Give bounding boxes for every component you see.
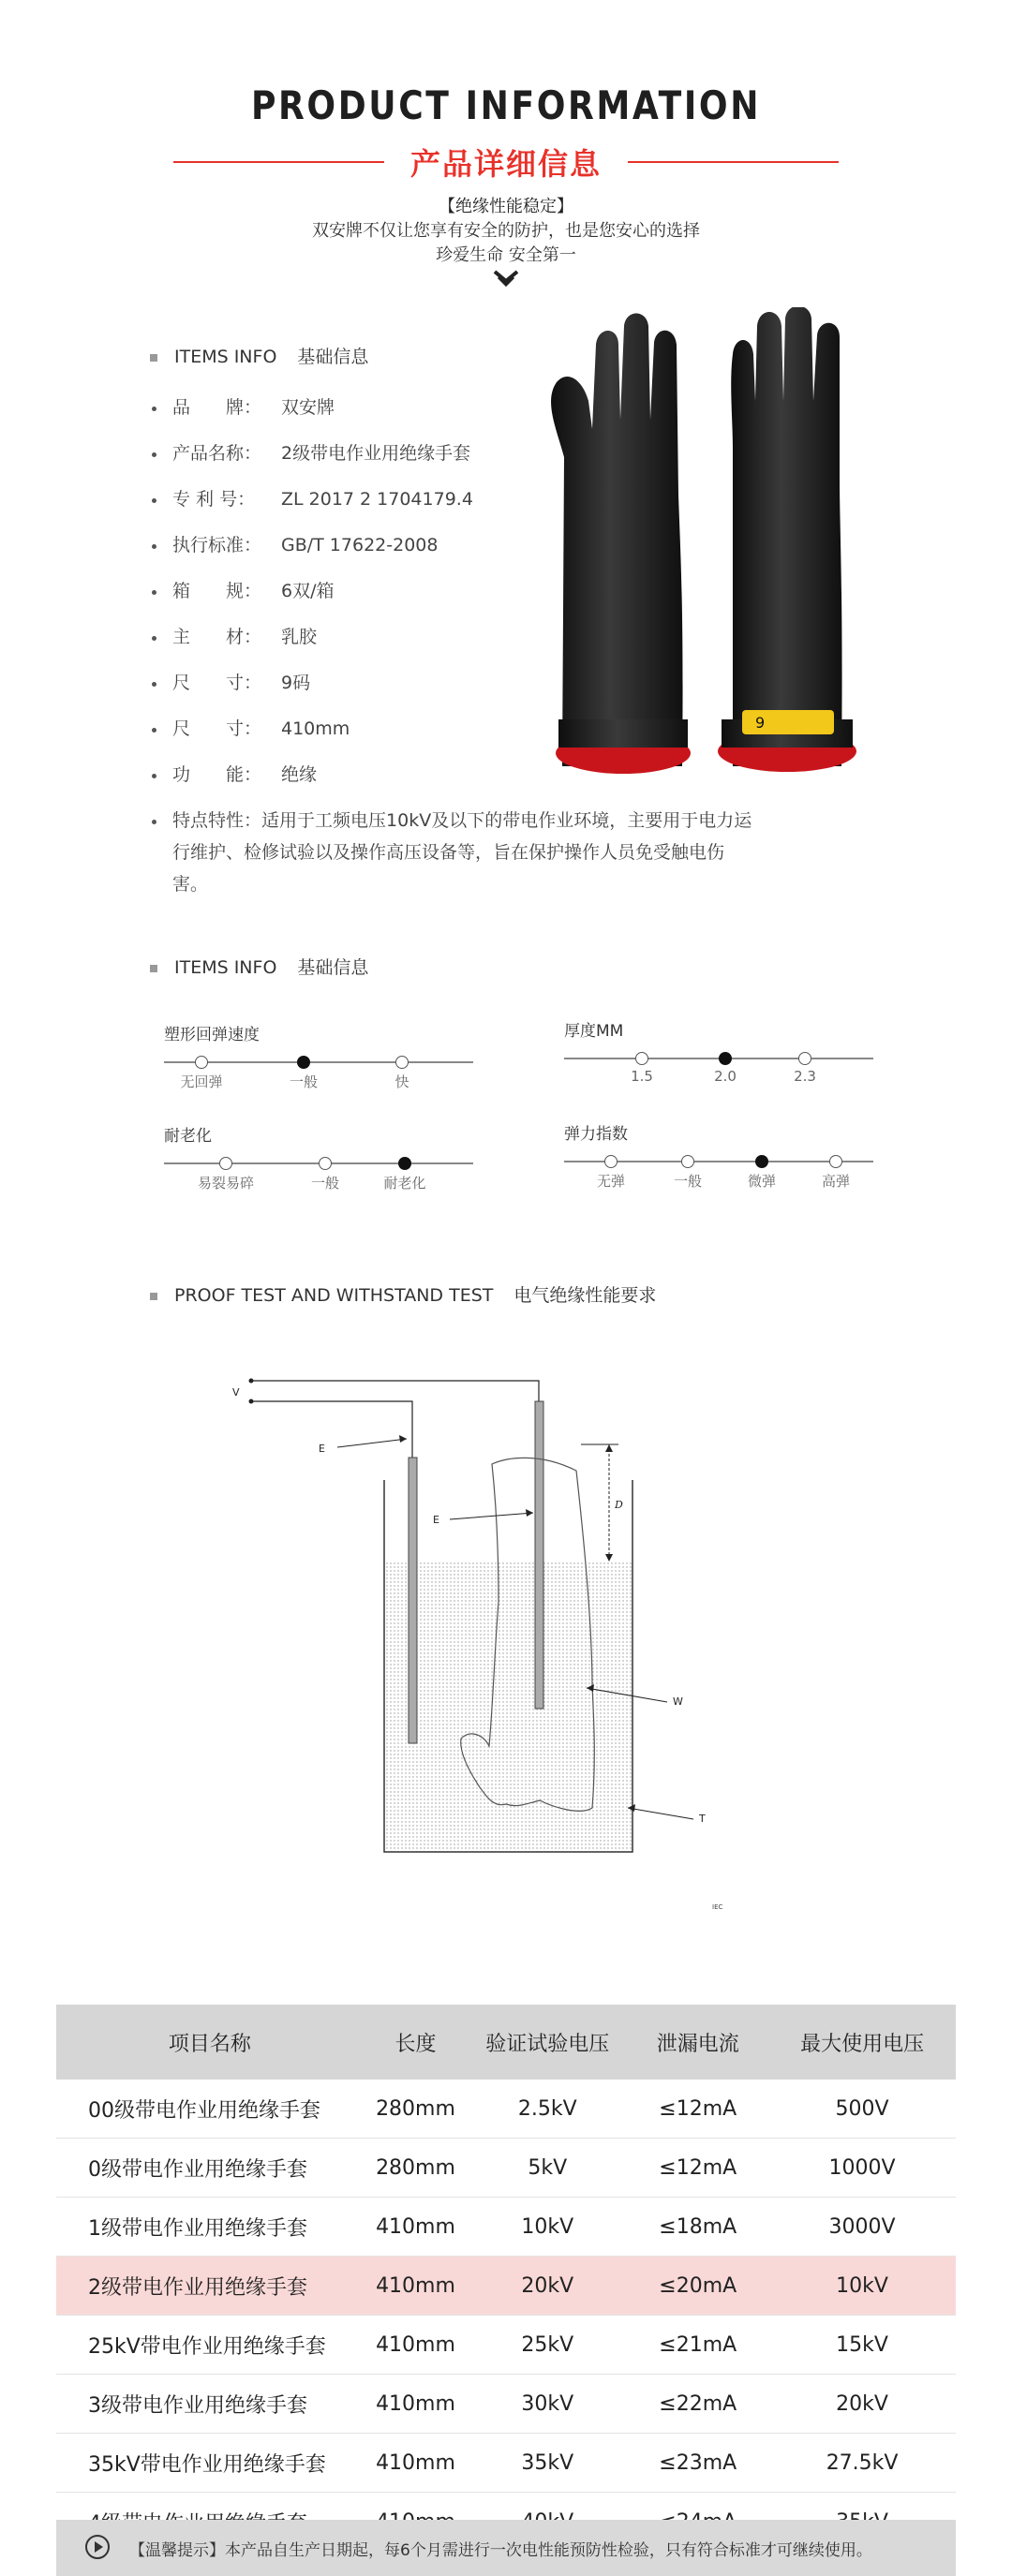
- rating-option-dot: [398, 1157, 411, 1170]
- cell-length: 280mm: [364, 2139, 469, 2198]
- cell-max-voltage: 1000V: [768, 2139, 956, 2198]
- info-label: 主 材：: [172, 627, 262, 647]
- inner-electrode: [535, 1401, 543, 1709]
- info-value: 绝缘: [281, 764, 318, 785]
- proof-test-heading: PROOF TEST AND WITHSTAND TEST 电气绝缘性能要求: [150, 1281, 656, 1307]
- info-label: 产品名称：: [172, 443, 262, 464]
- bullet-dot-icon: [152, 774, 156, 778]
- glove-right-icon: [718, 307, 856, 772]
- rating-option-dot: [395, 1056, 409, 1069]
- spec-table: [56, 2005, 956, 2552]
- cell-name: 1级带电作业用绝缘手套: [56, 2198, 364, 2257]
- rating-option-dot: [798, 1052, 811, 1065]
- info-value: 410mm: [281, 718, 350, 739]
- water-area: [384, 1562, 632, 1852]
- rating-option-dot: [681, 1155, 694, 1168]
- cell-length: 280mm: [364, 2080, 469, 2139]
- rating-title: 耐老化: [164, 1127, 212, 1146]
- rating-track: [164, 1061, 473, 1063]
- info-label: 执行标准：: [172, 535, 262, 555]
- rating-option-label: 一般: [289, 1073, 319, 1090]
- square-bullet-icon: [150, 965, 157, 972]
- rating-group: [564, 1120, 873, 1205]
- cell-test-voltage: 2.5kV: [468, 2080, 627, 2139]
- info-value: 2级带电作业用绝缘手套: [281, 443, 471, 464]
- cell-max-voltage: 10kV: [768, 2257, 956, 2316]
- play-circle-icon: [84, 2534, 111, 2560]
- notice-bar: [56, 2520, 956, 2576]
- cell-max-voltage: 3000V: [768, 2198, 956, 2257]
- cell-name: 00级带电作业用绝缘手套: [56, 2080, 364, 2139]
- bullet-dot-icon: [152, 590, 156, 595]
- bullet-dot-icon: [152, 636, 156, 641]
- table-row: [56, 2080, 956, 2139]
- cell-leakage: ≤20mA: [627, 2257, 768, 2316]
- cell-max-voltage: 20kV: [768, 2375, 956, 2434]
- cell-length: 410mm: [364, 2375, 469, 2434]
- info-value: 9码: [281, 673, 311, 693]
- rating-option-dot: [755, 1155, 768, 1168]
- label-w: W: [673, 1695, 683, 1708]
- glove-size-badge: 9: [755, 714, 766, 732]
- cell-leakage: ≤18mA: [627, 2198, 768, 2257]
- rating-option-dot: [297, 1056, 310, 1069]
- cell-length: 410mm: [364, 2316, 469, 2375]
- glove-product-image: [534, 307, 900, 776]
- cell-test-voltage: 20kV: [468, 2257, 627, 2316]
- info-label: 功 能：: [172, 764, 262, 785]
- info-value: 双安牌: [281, 397, 335, 418]
- col-name-header: 项目名称: [56, 2005, 364, 2080]
- table-row: [56, 2316, 956, 2375]
- rating-option-label: 易裂易碎: [197, 1175, 255, 1192]
- info-item-feature: [152, 805, 752, 898]
- table-row: [56, 2375, 956, 2434]
- cell-name: 0级带电作业用绝缘手套: [56, 2139, 364, 2198]
- rating-option-label: 快: [394, 1073, 409, 1090]
- bullet-dot-icon: [152, 407, 156, 411]
- feature-value: 适用于工频电压10kV及以下的带电作业环境，主要用于电力运行维护、检修试验以及操作高压设备等，旨在保护操作人员免受触电伤害。: [172, 810, 752, 895]
- rating-title: 厚度MM: [564, 1022, 624, 1041]
- cell-leakage: ≤12mA: [627, 2139, 768, 2198]
- rating-option-dot: [719, 1052, 732, 1065]
- rating-option-label: 无回弹: [180, 1073, 223, 1090]
- label-e-outer: E: [319, 1443, 325, 1455]
- info-label: 箱 规：: [172, 581, 262, 601]
- col-length-header: 长度: [364, 2005, 469, 2080]
- cell-test-voltage: 5kV: [468, 2139, 627, 2198]
- cell-name: 35kV带电作业用绝缘手套: [56, 2434, 364, 2493]
- chevron-down-icon: [491, 270, 521, 289]
- rating-option-label: 一般: [310, 1175, 340, 1192]
- rating-option-dot: [195, 1056, 208, 1069]
- col-leakage-header: 泄漏电流: [627, 2005, 768, 2080]
- bullet-dot-icon: [152, 498, 156, 503]
- rating-group: [164, 1122, 473, 1207]
- bullet-dot-icon: [152, 728, 156, 733]
- table-row: [56, 2198, 956, 2257]
- ratings-heading: ITEMS INFO 基础信息: [150, 954, 368, 979]
- info-label: 专 利 号：: [172, 489, 256, 510]
- rating-group: [164, 1021, 473, 1105]
- cell-length: 410mm: [364, 2198, 469, 2257]
- rating-option-label: 1.5: [631, 1068, 653, 1085]
- bullet-dot-icon: [152, 544, 156, 549]
- rating-option-dot: [219, 1157, 232, 1170]
- page-subtitle: 产品详细信息: [409, 146, 602, 182]
- title-rule-right: [628, 161, 839, 163]
- rating-option-label: 高弹: [821, 1173, 851, 1190]
- notice-text: 【温馨提示】本产品自生产日期起，每6个月需进行一次电性能预防性检验，只有符合标准才可继续使用。: [129, 2541, 872, 2560]
- label-t: T: [699, 1813, 706, 1825]
- col-max-voltage-header: 最大使用电压: [768, 2005, 956, 2080]
- cell-test-voltage: 35kV: [468, 2434, 627, 2493]
- table-header-row: [56, 2005, 956, 2080]
- slogan-line-2: 珍爱生命 安全第一: [436, 245, 576, 265]
- table-row: [56, 2434, 956, 2493]
- col-test-voltage-header: 验证试验电压: [468, 2005, 627, 2080]
- cell-max-voltage: 500V: [768, 2080, 956, 2139]
- cell-test-voltage: 30kV: [468, 2375, 627, 2434]
- cell-leakage: ≤21mA: [627, 2316, 768, 2375]
- cell-length: 410mm: [364, 2257, 469, 2316]
- feature-label: 特点特性：: [172, 810, 262, 831]
- label-v: V: [232, 1386, 240, 1399]
- info-label: 尺 寸：: [172, 718, 262, 739]
- cell-name: 2级带电作业用绝缘手套: [56, 2257, 364, 2316]
- rating-option-label: 微弹: [747, 1173, 777, 1190]
- info-label: 尺 寸：: [172, 673, 262, 693]
- square-bullet-icon: [150, 1293, 157, 1300]
- rating-option-label: 2.0: [714, 1068, 737, 1085]
- outer-electrode: [409, 1458, 417, 1743]
- rating-title: 塑形回弹速度: [164, 1026, 260, 1044]
- cell-max-voltage: 15kV: [768, 2316, 956, 2375]
- rating-group: [564, 1017, 873, 1102]
- cell-leakage: ≤23mA: [627, 2434, 768, 2493]
- rating-option-dot: [829, 1155, 842, 1168]
- label-d: D: [615, 1499, 623, 1511]
- rating-option-label: 耐老化: [383, 1175, 426, 1192]
- bullet-dot-icon: [152, 820, 156, 824]
- table-row: [56, 2139, 956, 2198]
- rating-option-label: 2.3: [794, 1068, 816, 1085]
- cell-length: 410mm: [364, 2434, 469, 2493]
- cell-test-voltage: 10kV: [468, 2198, 627, 2257]
- info-label: 品 牌：: [172, 397, 262, 418]
- info-value: 乳胶: [281, 627, 318, 647]
- test-setup-diagram: [225, 1368, 750, 1930]
- info-value: 6双/箱: [281, 581, 335, 601]
- rating-option-dot: [604, 1155, 618, 1168]
- cell-max-voltage: 27.5kV: [768, 2434, 956, 2493]
- items-info-heading: ITEMS INFO 基础信息: [150, 343, 368, 368]
- info-value: ZL 2017 2 1704179.4: [281, 489, 473, 510]
- label-iec: IEC: [712, 1903, 723, 1911]
- rating-option-label: 一般: [673, 1173, 703, 1190]
- label-e-inner: E: [433, 1514, 439, 1526]
- table-row: [56, 2257, 956, 2316]
- cell-leakage: ≤12mA: [627, 2080, 768, 2139]
- rating-option-label: 无弹: [596, 1173, 626, 1190]
- rating-title: 弹力指数: [564, 1125, 628, 1144]
- bullet-dot-icon: [152, 452, 156, 457]
- rating-option-dot: [635, 1052, 648, 1065]
- cell-name: 25kV带电作业用绝缘手套: [56, 2316, 364, 2375]
- square-bullet-icon: [150, 354, 157, 362]
- info-value: GB/T 17622-2008: [281, 535, 439, 555]
- glove-left-icon: [551, 314, 691, 775]
- cell-test-voltage: 25kV: [468, 2316, 627, 2375]
- rating-option-dot: [319, 1157, 332, 1170]
- page-title: PRODUCT INFORMATION: [250, 82, 762, 128]
- slogan-line-1: 双安牌不仅让您享有安全的防护，也是您安心的选择: [312, 221, 700, 241]
- tagline: 【绝缘性能稳定】: [439, 197, 573, 216]
- bullet-dot-icon: [152, 682, 156, 687]
- cell-name: 3级带电作业用绝缘手套: [56, 2375, 364, 2434]
- cell-leakage: ≤22mA: [627, 2375, 768, 2434]
